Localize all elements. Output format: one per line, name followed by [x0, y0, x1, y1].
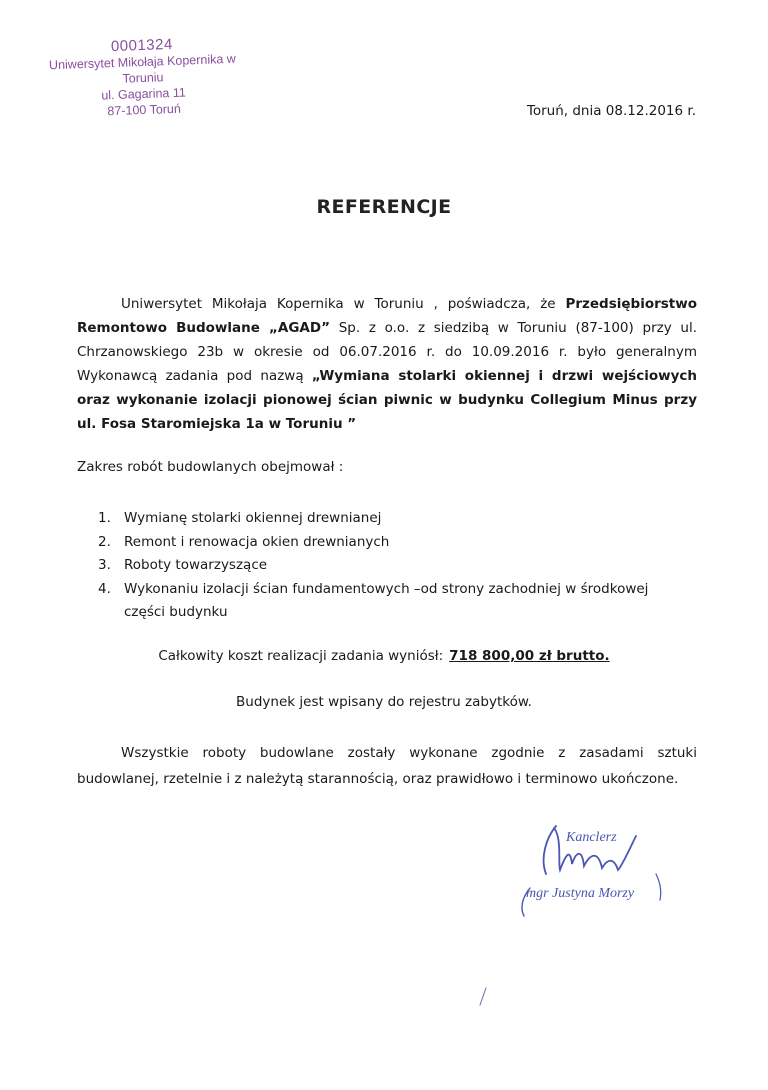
stamp-number: 0001324: [110, 35, 174, 56]
signatory-title: Kanclerz: [566, 830, 617, 845]
signature-block: [510, 818, 680, 918]
list-item: 4. Wykonaniu izolacji ścian fundamentowych –od strony zachodniej w środkowej części budynku: [98, 580, 649, 620]
scope-heading: Zakres robót budowlanych obejmował :: [77, 459, 344, 475]
heritage-note: Budynek jest wpisany do rejestru zabytków.: [236, 694, 532, 710]
stamp-line-1: Uniwersytet Mikołaja Kopernika w Toruniu: [48, 51, 237, 86]
scope-list: [98, 507, 688, 625]
stamp-line-3: 87-100 Toruń: [107, 101, 182, 119]
company-name: Przedsiębiorstwo Remontowo Budowlane „AGAD”: [77, 296, 697, 336]
document-title: REFERENCJE: [316, 196, 452, 218]
university-stamp: [27, 34, 260, 122]
list-item: 1. Wymianę stolarki okiennej drewnianej: [98, 510, 382, 526]
list-item: 2. Remont i renowacja okien drewnianych: [98, 533, 390, 550]
handwritten-signature: [510, 818, 680, 918]
middle-text: Sp. z o.o. z siedzibą w Toruniu (87-100) przy ul. Chrzanowskiego 23b w okresie od 06.07.2016 r. do 10.09.2016 r. było generalnym Wykonawcą zadania pod nazwą: [77, 320, 698, 384]
signatory-name: mgr Justyna Morzy: [526, 886, 635, 901]
pen-stroke-mark: [474, 985, 494, 1009]
intro-text: Uniwersytet Mikołaja Kopernika w Toruniu , poświadcza, że: [121, 296, 556, 312]
closing-paragraph: Wszystkie roboty budowlane zostały wykonane zgodnie z zasadami sztuki budowlanej, rzetelnie i z należytą starannością, oraz prawidłowo i terminowo ukończone.: [77, 745, 697, 787]
main-paragraph: [77, 292, 697, 436]
document-date: Toruń, dnia 08.12.2016 r.: [526, 103, 696, 119]
stamp-line-2: ul. Gagarina 11: [101, 85, 187, 103]
cost-amount: 718 800,00 zł brutto.: [449, 648, 610, 664]
list-item: 3. Roboty towarzyszące: [98, 557, 268, 573]
total-cost: [0, 648, 768, 664]
task-name: „Wymiana stolarki okiennej i drzwi wejściowych oraz wykonanie izolacji pionowej ścian piwnic w budynku Collegium Minus przy ul. Fosa Staromiejska 1a w Toruniu ”: [77, 368, 697, 432]
cost-label: Całkowity koszt realizacji zadania wyniósł:: [158, 648, 444, 664]
